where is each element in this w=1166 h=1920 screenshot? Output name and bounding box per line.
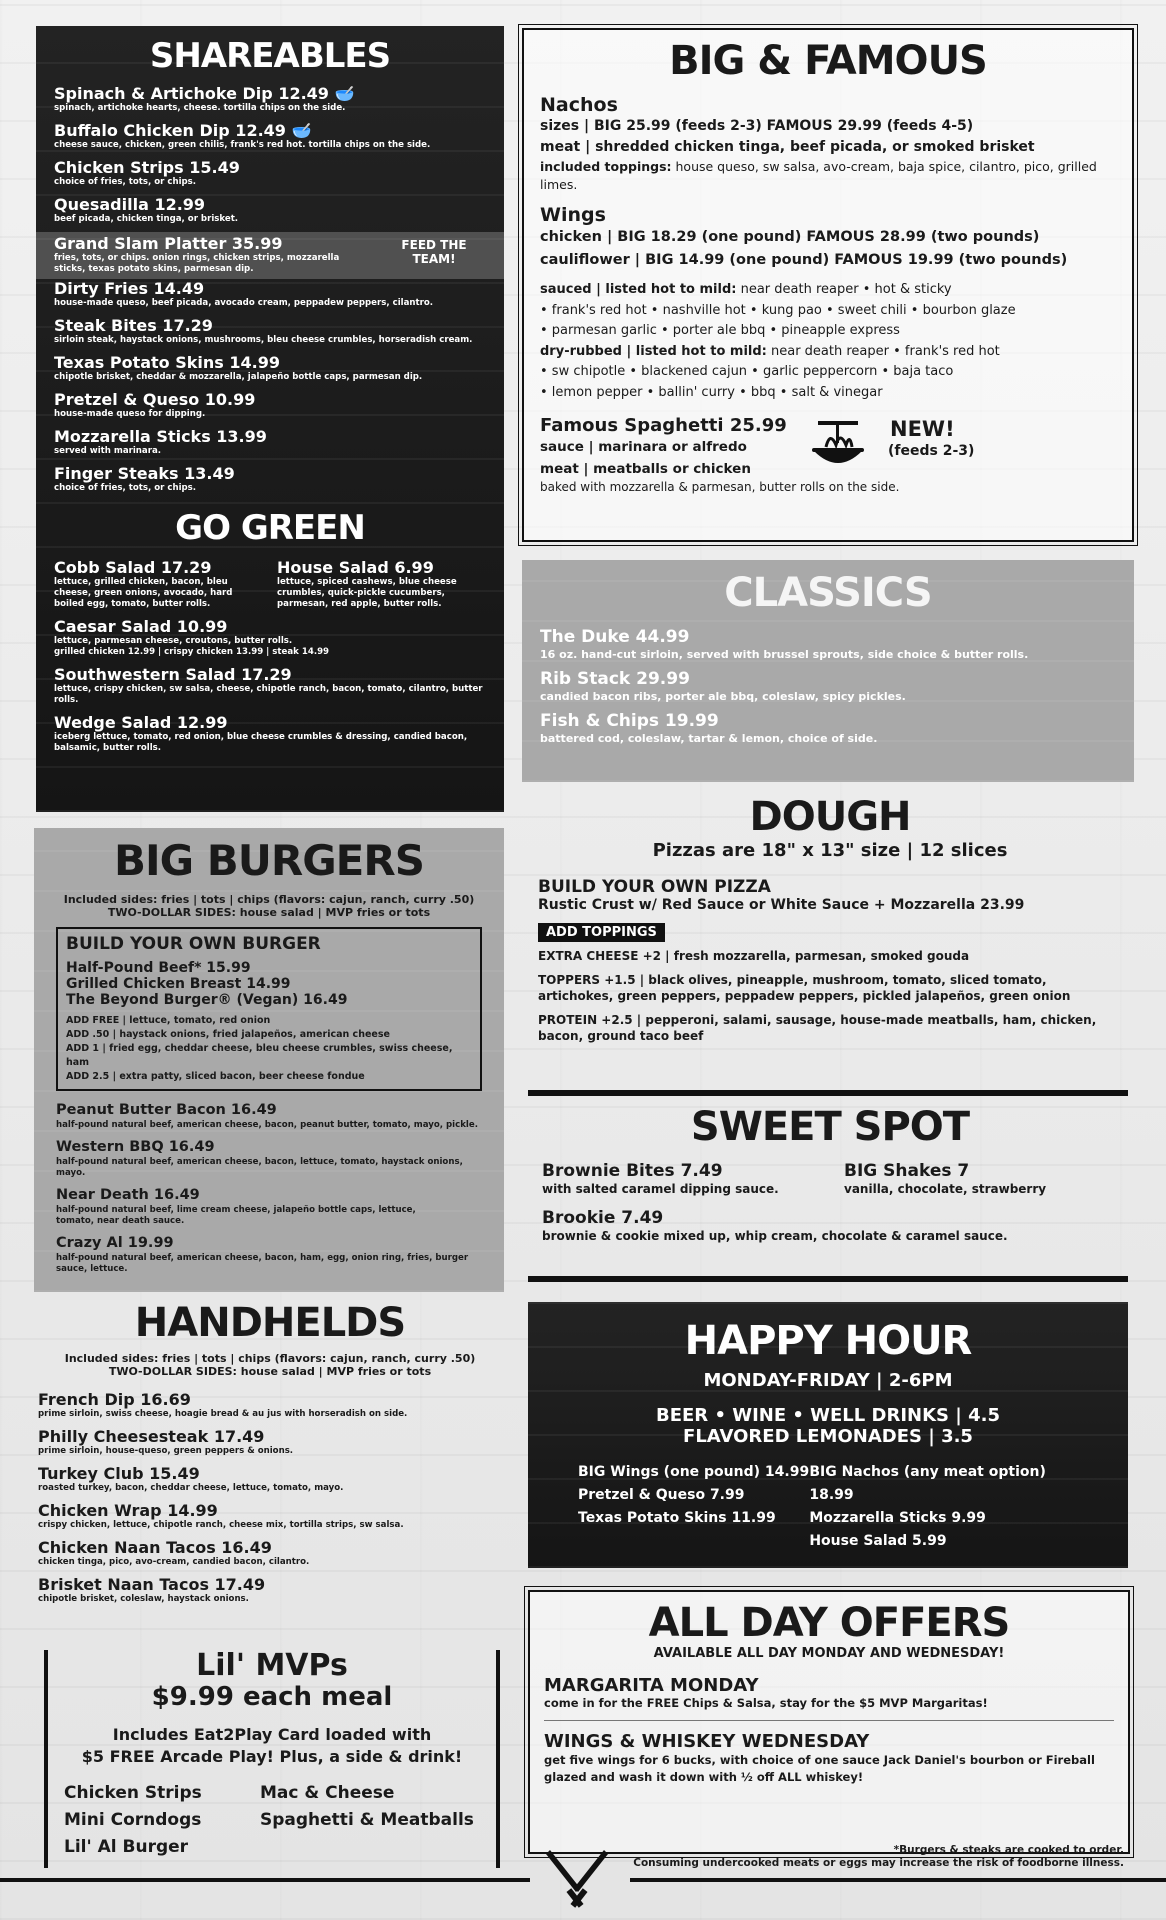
salad-columns bbox=[54, 558, 486, 617]
menu-item: Western BBQ 16.49 half-pound natural beef, american cheese, bacon, lettuce, tomato, haystack onions, mayo. bbox=[56, 1139, 463, 1178]
big-famous-panel bbox=[522, 28, 1134, 542]
kids-meal-option: Mac & Cheese bbox=[260, 1783, 395, 1803]
menu-item: Quesadilla 12.99 beef picada, chicken tinga, or brisket. bbox=[54, 195, 239, 224]
menu-item: Brisket Naan Tacos 17.49 chipotle brisket, coleslaw, haystack onions. bbox=[38, 1575, 266, 1604]
offers-title: ALL DAY OFFERS bbox=[648, 1600, 1010, 1646]
menu-item: Chicken Wrap 14.99 crispy chicken, lettuce, chipotle ranch, cheese mix, tortilla strips, sw salsa. bbox=[38, 1501, 404, 1530]
shareables-list bbox=[54, 84, 486, 494]
all-day-offers-panel bbox=[528, 1590, 1130, 1854]
burger-sides-2: TWO-DOLLAR SIDES: house salad | MVP fries or tots bbox=[107, 906, 431, 919]
classics-panel bbox=[522, 560, 1134, 782]
lil-mvps-options bbox=[64, 1780, 480, 1861]
wing-sauces: sauced | listed hot to mild: near death reaper • hot & sticky • frank's red hot • nashville hot • kung pao • sweet chili • bourbon glaze • parmesan garlic • porter ale bbq • pineapple express dry-rubbed | listed hot to mild: near death reaper • frank's red hot • sw chipotle • blackened cajun • garlic peppercorn • baja taco • lemon pepper • ballin' curry • bbq • salt & vinegar bbox=[540, 282, 1016, 400]
shareables-title: SHAREABLES bbox=[149, 36, 391, 76]
add-toppings-badge: ADD TOPPINGS bbox=[538, 923, 665, 942]
menu-item: BIG Shakes 7 vanilla, chocolate, strawberry bbox=[844, 1161, 1047, 1196]
footer-rule-right bbox=[630, 1878, 1166, 1882]
footer-rule-left bbox=[0, 1878, 530, 1882]
menu-item: Cobb Salad 17.29 lettuce, grilled chicken, bacon, bleu cheese, green onions, avocado, hard boiled egg, tomato, butter rolls. bbox=[54, 558, 233, 609]
happy-special: Texas Potato Skins 11.99 bbox=[578, 1510, 776, 1526]
burgers-title: BIG BURGERS bbox=[114, 836, 424, 885]
pizza-crust: Rustic Crust w/ Red Sauce or White Sauce + Mozzarella 23.99 bbox=[538, 897, 1025, 913]
menu-item: Mozzarella Sticks 13.99 served with marinara. bbox=[54, 427, 267, 456]
wings-chicken: chicken | BIG 18.29 (one pound) FAMOUS 28.99 (two pounds) bbox=[540, 229, 1040, 245]
menu-item: Fish & Chips 19.99 battered cod, coleslaw, tartar & lemon, choice of side. bbox=[540, 711, 878, 745]
menu-item: Spinach & Artichoke Dip 12.49 🥣 spinach, artichoke hearts, cheese. tortilla chips on the side. bbox=[54, 84, 355, 113]
feed-team-badge: FEED THE TEAM! bbox=[401, 238, 467, 266]
byo-add: ADD 2.5 | extra patty, sliced bacon, beer cheese fondue bbox=[66, 1071, 365, 1082]
spaghetti-block bbox=[540, 415, 1116, 494]
go-green-title: GO GREEN bbox=[175, 508, 365, 548]
happy-special: House Salad 5.99 bbox=[809, 1533, 947, 1549]
menu-item: Southwestern Salad 17.29 lettuce, crispy chicken, sw salsa, cheese, chipotle ranch, bacon, tomato, cilantro, butter rolls. bbox=[54, 665, 483, 705]
wings-cauliflower: cauliflower | BIG 14.99 (one pound) FAMOUS 19.99 (two pounds) bbox=[540, 252, 1068, 268]
wings-whiskey: WINGS & WHISKEY WEDNESDAY bbox=[544, 1731, 870, 1752]
menu-item: Peanut Butter Bacon 16.49 half-pound natural beef, american cheese, bacon, peanut butter, tomato, mayo, pickle. bbox=[56, 1102, 478, 1130]
lil-mvps-title: Lil' MVPs bbox=[196, 1648, 348, 1683]
menu-item: Turkey Club 15.49 roasted turkey, bacon, cheddar cheese, lettuce, tomato, mayo. bbox=[38, 1464, 344, 1493]
byo-add: ADD FREE | lettuce, tomato, red onion bbox=[66, 1015, 271, 1026]
happy-hour-drinks: BEER • WINE • WELL DRINKS | 4.5 bbox=[656, 1405, 1000, 1426]
spaghetti-feeds: (feeds 2-3) bbox=[888, 443, 975, 459]
spaghetti-icon bbox=[808, 417, 868, 475]
burger-sides: Included sides: fries | tots | chips (flavors: cajun, ranch, curry .50) bbox=[63, 893, 475, 906]
happy-hour-days: MONDAY-FRIDAY | 2-6PM bbox=[703, 1370, 953, 1391]
happy-hour-panel bbox=[528, 1302, 1128, 1568]
kids-meal-option: Spaghetti & Meatballs bbox=[260, 1810, 474, 1830]
byo-option: Grilled Chicken Breast 14.99 bbox=[66, 976, 291, 992]
menu-item: Chicken Naan Tacos 16.49 chicken tinga, pico, avo-cream, candied bacon, cilantro. bbox=[38, 1538, 310, 1567]
offers-subtitle: AVAILABLE ALL DAY MONDAY AND WEDNESDAY! bbox=[653, 1646, 1005, 1661]
happy-hour-specials bbox=[578, 1461, 1078, 1553]
byo-add: ADD .50 | haystack onions, fried jalapeños, american cheese bbox=[66, 1029, 390, 1040]
toppers: TOPPERS +1.5 | black olives, pineapple, mushroom, tomato, sliced tomato, artichokes, green peppers, peppadew peppers, pickled jalapeños, green onion bbox=[538, 973, 1071, 1003]
nachos-heading: Nachos bbox=[540, 94, 618, 116]
footer-note: *Burgers & steaks are cooked to order. Consuming undercooked meats or eggs may increase the risk of foodborne illness. bbox=[633, 1844, 1124, 1869]
sweet-spot-title: SWEET SPOT bbox=[690, 1104, 970, 1150]
bowl-icon: 🥣 bbox=[291, 121, 312, 140]
spaghetti-sauce: sauce | marinara or alfredo bbox=[540, 439, 747, 455]
kids-meal-option: Chicken Strips bbox=[64, 1783, 202, 1803]
nachos-sizes: sizes | BIG 25.99 (feeds 2-3) FAMOUS 29.99 (feeds 4-5) bbox=[540, 118, 974, 134]
menu-item: Finger Steaks 13.49 choice of fries, tots, or chips. bbox=[54, 464, 235, 493]
lil-mvps-sub-2: $5 FREE Arcade Play! Plus, a side & drink! bbox=[81, 1747, 463, 1766]
byo-burger-box bbox=[56, 927, 482, 1091]
menu-item: Brownie Bites 7.49 with salted caramel dipping sauce. bbox=[542, 1161, 779, 1196]
new-badge: NEW! bbox=[890, 417, 955, 441]
burgers-panel bbox=[34, 828, 504, 1292]
wings-heading: Wings bbox=[540, 204, 606, 226]
bowl-icon: 🥣 bbox=[334, 84, 355, 103]
shareables-panel bbox=[36, 26, 504, 812]
byo-option: The Beyond Burger® (Vegan) 16.49 bbox=[66, 992, 348, 1008]
byo-add: ADD 1 | fried egg, cheddar cheese, bleu cheese crumbles, swiss cheese, ham bbox=[66, 1043, 453, 1068]
menu-item: Rib Stack 29.99 candied bacon ribs, porter ale bbq, coleslaw, spicy pickles. bbox=[540, 669, 906, 703]
happy-hour-title: HAPPY HOUR bbox=[684, 1318, 972, 1364]
happy-hour-drinks-2: FLAVORED LEMONADES | 3.5 bbox=[683, 1426, 973, 1447]
lil-mvps-price: $9.99 each meal bbox=[151, 1682, 393, 1712]
menu-item: Wedge Salad 12.99 iceberg lettuce, tomato, red onion, blue cheese crumbles & dressing, candied bacon, balsamic, butter rolls. bbox=[54, 713, 468, 753]
kids-meal-option: Lil' Al Burger bbox=[64, 1837, 189, 1857]
crossed-knives-icon bbox=[542, 1844, 612, 1914]
menu-item: Dirty Fries 14.49 house-made queso, beef picada, avocado cream, peppadew peppers, cilantro. bbox=[54, 279, 434, 308]
handheld-sides-2: TWO-DOLLAR SIDES: house salad | MVP fries or tots bbox=[108, 1365, 432, 1378]
wings-whiskey-desc: get five wings for 6 bucks, with choice of one sauce Jack Daniel's bourbon or Fireball glazed and wash it down with ½ off ALL whiskey! bbox=[544, 1753, 1095, 1784]
divider bbox=[528, 1090, 1128, 1096]
nachos-toppings: included toppings: house queso, sw salsa, avo-cream, baja spice, cilantro, pico, grilled limes. bbox=[540, 159, 1097, 192]
menu-item: House Salad 6.99 lettuce, spiced cashews, blue cheese crumbles, quick-pickle cucumbers, parmesan, red apple, butter rolls. bbox=[277, 558, 457, 609]
byo-burger-title: BUILD YOUR OWN BURGER bbox=[66, 934, 321, 954]
menu-item: Texas Potato Skins 14.99 chipotle brisket, cheddar & mozzarella, jalapeño bottle caps, parmesan dip. bbox=[54, 353, 423, 382]
sweet-row bbox=[542, 1162, 1118, 1197]
happy-special: BIG Wings (one pound) 14.99 bbox=[578, 1464, 810, 1480]
menu-item: The Duke 44.99 16 oz. hand-cut sirloin, served with brussel sprouts, side choice & butter rolls. bbox=[540, 627, 1029, 661]
menu-item: Steak Bites 17.29 sirloin steak, haystack onions, mushrooms, bleu cheese crumbles, horseradish cream. bbox=[54, 316, 473, 345]
sweet-spot-panel bbox=[530, 1104, 1130, 1272]
menu-item: Caesar Salad 10.99 lettuce, parmesan cheese, croutons, butter rolls. grilled chicken 12.99 | crispy chicken 13.99 | steak 14.99 bbox=[54, 617, 330, 657]
byo-pizza-title: BUILD YOUR OWN PIZZA bbox=[538, 877, 771, 897]
happy-special: Pretzel & Queso 7.99 bbox=[578, 1487, 745, 1503]
spaghetti-heading: Famous Spaghetti 25.99 bbox=[540, 415, 787, 436]
burger-list bbox=[50, 1101, 488, 1275]
menu-item: Near Death 16.49 half-pound natural beef, lime cream cheese, jalapeño bottle caps, lettuce, tomato, near death sauce. bbox=[56, 1187, 416, 1226]
divider bbox=[528, 1276, 1128, 1282]
protein: PROTEIN +2.5 | pepperoni, salami, sausage, house-made meatballs, ham, chicken, bacon, ground taco beef bbox=[538, 1013, 1097, 1043]
handhelds-title: HANDHELDS bbox=[134, 1300, 406, 1346]
menu-item: Chicken Strips 15.49 choice of fries, tots, or chips. bbox=[54, 158, 240, 187]
menu-item-highlight: Grand Slam Platter 35.99 fries, tots, or chips. onion rings, chicken strips, mozzarella sticks, texas potato skins, parmesan dip. FEED THE TEAM! bbox=[36, 232, 504, 279]
lil-mvps-panel bbox=[44, 1650, 500, 1868]
spaghetti-desc: baked with mozzarella & parmesan, butter rolls on the side. bbox=[540, 480, 900, 494]
menu-item: Brookie 7.49 brownie & cookie mixed up, whip cream, chocolate & caramel sauce. bbox=[542, 1208, 1008, 1243]
menu-item: French Dip 16.69 prime sirloin, swiss cheese, hoagie bread & au jus with horseradish on side. bbox=[38, 1390, 408, 1419]
dough-panel bbox=[530, 794, 1130, 1092]
nachos-meat: meat | shredded chicken tinga, beef picada, or smoked brisket bbox=[540, 139, 1035, 155]
classics-title: CLASSICS bbox=[724, 570, 932, 616]
lil-mvps-sub: Includes Eat2Play Card loaded with bbox=[112, 1725, 432, 1744]
extra-cheese: EXTRA CHEESE +2 | fresh mozzarella, parmesan, smoked gouda bbox=[538, 949, 970, 963]
menu-item: Philly Cheesesteak 17.49 prime sirloin, house-queso, green peppers & onions. bbox=[38, 1427, 294, 1456]
menu-item: Buffalo Chicken Dip 12.49 🥣 cheese sauce, chicken, green chilis, frank's red hot. tortilla chips on the side. bbox=[54, 121, 431, 150]
spaghetti-meat: meat | meatballs or chicken bbox=[540, 461, 751, 477]
handhelds-panel bbox=[36, 1300, 504, 1640]
happy-special: Mozzarella Sticks 9.99 bbox=[809, 1510, 986, 1526]
byo-option: Half-Pound Beef* 15.99 bbox=[66, 960, 251, 976]
kids-meal-option: Mini Corndogs bbox=[64, 1810, 202, 1830]
big-famous-title: BIG & FAMOUS bbox=[669, 38, 987, 84]
margarita-monday: MARGARITA MONDAY bbox=[544, 1675, 759, 1696]
happy-special: BIG Nachos (any meat option) 18.99 bbox=[809, 1464, 1046, 1503]
menu-item: Crazy Al 19.99 half-pound natural beef, american cheese, bacon, ham, egg, onion ring, fries, burger sauce, lettuce. bbox=[56, 1235, 469, 1274]
dough-subtitle: Pizzas are 18" x 13" size | 12 slices bbox=[652, 840, 1008, 861]
dough-title: DOUGH bbox=[749, 794, 911, 840]
margarita-desc: come in for the FREE Chips & Salsa, stay for the $5 MVP Margaritas! bbox=[544, 1696, 1114, 1721]
menu-item: Pretzel & Queso 10.99 house-made queso for dipping. bbox=[54, 390, 256, 419]
handheld-sides: Included sides: fries | tots | chips (flavors: cajun, ranch, curry .50) bbox=[64, 1352, 476, 1365]
